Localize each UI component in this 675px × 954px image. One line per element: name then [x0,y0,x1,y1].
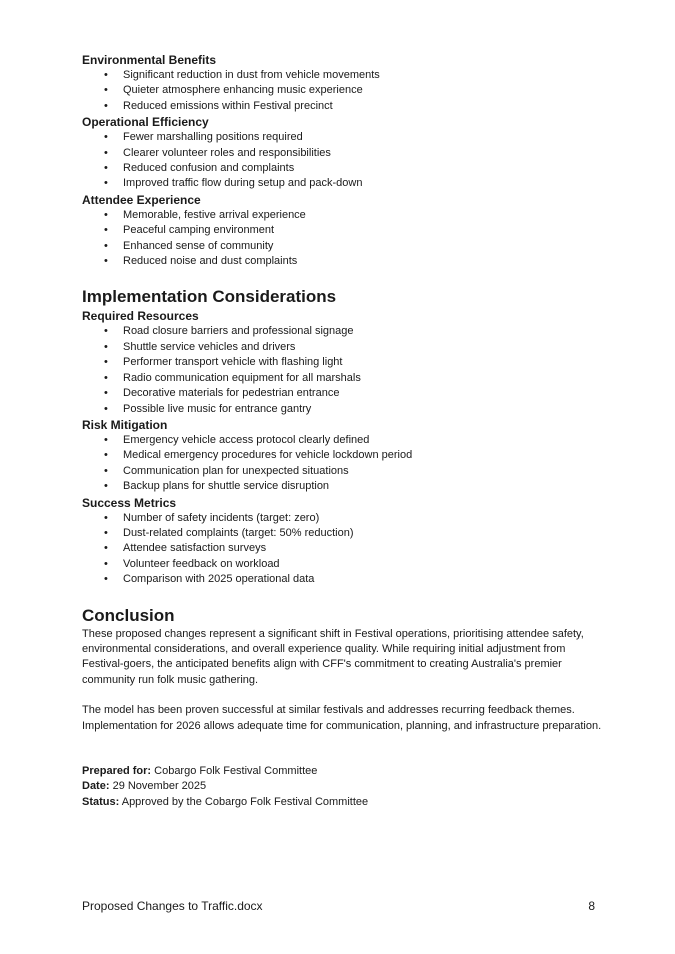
risk-mitigation-list [82,433,602,495]
required-resources-list [82,324,602,416]
list-item: • Medical emergency procedures for vehicle lockdown period [82,448,602,463]
prepared-for-label: Prepared for: [82,765,152,777]
success-metrics-list [82,511,602,588]
list-item: • Communication plan for unexpected situations [82,464,602,479]
list-item: • Improved traffic flow during setup and pack-down [82,176,602,191]
subheading-success-metrics: Success Metrics [82,495,177,510]
implementation-section [82,308,602,587]
list-item: • Clearer volunteer roles and responsibilities [82,146,602,161]
list-item: • Decorative materials for pedestrian entrance [82,386,602,401]
list-item: • Reduced emissions within Festival precinct [82,99,602,114]
list-item: • Enhanced sense of community [82,239,602,254]
prepared-for-value: Cobargo Folk Festival Committee [151,765,318,777]
list-item: • Volunteer feedback on workload [82,557,602,572]
document-metadata [82,764,602,810]
page-footer [82,898,595,914]
date-label: Date: [82,780,110,793]
attendee-experience-list [82,208,602,270]
list-item: • Attendee satisfaction surveys [82,541,602,556]
date-line [82,779,602,794]
section-heading-conclusion: Conclusion [82,605,175,625]
footer-page-number: 8 [588,899,595,913]
list-item: • Quieter atmosphere enhancing music experience [82,83,602,98]
list-item: • Reduced noise and dust complaints [82,254,602,269]
section-heading-implementation: Implementation Considerations [82,287,337,307]
list-item: • Reduced confusion and complaints [82,161,602,176]
environmental-benefits-list [82,68,602,114]
list-item: • Memorable, festive arrival experience [82,208,602,223]
list-item: • Fewer marshalling positions required [82,130,602,145]
list-item: • Possible live music for entrance gantry [82,402,602,417]
prepared-for-line [82,764,602,779]
list-item: • Performer transport vehicle with flashing light [82,355,602,370]
subheading-environmental-benefits: Environmental Benefits [82,53,217,67]
list-item: • Dust-related complaints (target: 50% reduction) [82,526,602,541]
subheading-risk-mitigation: Risk Mitigation [82,417,168,432]
conclusion-paragraph: The model has been proven successful at similar festivals and addresses recurring feedback themes. Implementation for 2026 allows adequate time for communication, planning, and infrastructure preparation. [82,704,602,732]
list-item: • Number of safety incidents (target: zero) [82,511,602,526]
list-item: • Significant reduction in dust from vehicle movements [82,68,602,83]
subheading-attendee-experience: Attendee Experience [82,192,201,207]
conclusion-paragraph: These proposed changes represent a significant shift in Festival operations, prioritising attendee safety, environmental considerations, and overall experience quality. While requiring initial adjustment from Festival-goers, the anticipated benefits align with CFF's commitment to creating Australia's premier community run folk music gathering. [82,627,584,686]
operational-efficiency-list [82,130,602,192]
benefits-section [82,52,602,269]
list-item: • Backup plans for shuttle service disruption [82,479,602,494]
subheading-operational-efficiency: Operational Efficiency [82,115,209,130]
status-line [82,795,602,810]
conclusion-section [82,627,602,734]
list-item: • Radio communication equipment for all marshals [82,371,602,386]
page-content [82,52,602,810]
date-value: 29 November 2025 [109,780,207,793]
list-item: • Shuttle service vehicles and drivers [82,340,602,355]
status-value: Approved by the Cobargo Folk Festival Committee [119,795,369,808]
list-item: • Road closure barriers and professional signage [82,324,602,339]
list-item: • Peaceful camping environment [82,223,602,238]
list-item: • Comparison with 2025 operational data [82,572,602,587]
list-item: • Emergency vehicle access protocol clearly defined [82,433,602,448]
subheading-required-resources: Required Resources [82,309,199,324]
status-label: Status: [82,795,120,808]
footer-filename: Proposed Changes to Traffic.docx [82,899,263,913]
